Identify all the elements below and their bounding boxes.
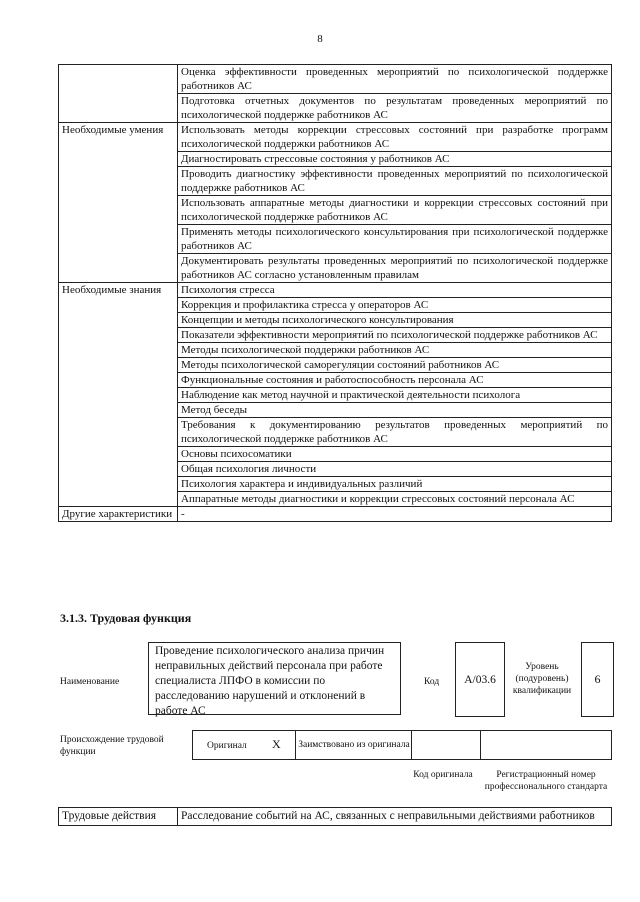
original-mark: X	[272, 737, 281, 751]
divider	[480, 731, 481, 759]
table-cell: Использовать методы коррекции стрессовых состояний при разработке программ психологической поддержки работников АС	[178, 123, 612, 152]
row-group-label: Другие характеристики	[59, 507, 178, 522]
section-heading: 3.1.3. Трудовая функция	[60, 611, 192, 625]
reg-number-label: Регистрационный номер профессионального стандарта	[484, 770, 608, 792]
table-cell: Методы психологической саморегуляции состояний работников АС	[178, 358, 612, 373]
original-label: Оригинал	[207, 741, 247, 751]
table-cell: Использовать аппаратные методы диагностики и коррекции стрессовых состояний при психологической поддержке работников АС	[178, 196, 612, 225]
table-cell: Оценка эффективности проведенных мероприятий по психологической поддержке работников АС	[178, 65, 612, 94]
table-cell: Общая психология личности	[178, 462, 612, 477]
origin-label: Происхождение трудовой функции	[60, 735, 164, 757]
table-cell: Психология стресса	[178, 283, 612, 298]
table-cell: Показатели эффективности мероприятий по психологической поддержке работников АС	[178, 328, 612, 343]
competency-table	[58, 64, 612, 522]
row-group-label	[59, 65, 178, 123]
table-cell: Психология характера и индивидуальных различий	[178, 477, 612, 492]
table-cell: Основы психосоматики	[178, 447, 612, 462]
table-cell: Метод беседы	[178, 403, 612, 418]
divider	[411, 731, 412, 759]
function-name-box: Проведение психологического анализа причин неправильных действий персонала при работе специалиста ЛПФО в комиссии по расследованию нарушений и отклонений в работе АС	[148, 642, 401, 715]
table-cell: Документировать результаты проведенных мероприятий по психологической поддержке работников АС согласно установленным правилам	[178, 254, 612, 283]
table-cell: Применять методы психологического консультирования при психологической поддержке работников АС	[178, 225, 612, 254]
table-row	[59, 283, 612, 298]
actions-table	[58, 807, 612, 826]
row-group-label: Необходимые умения	[59, 123, 178, 283]
actions-label: Трудовые действия	[59, 808, 178, 826]
table-row	[59, 507, 612, 522]
table-row	[59, 123, 612, 152]
row-group-label: Необходимые знания	[59, 283, 178, 507]
code-value-box: А/03.6	[455, 642, 505, 717]
table-cell: Аппаратные методы диагностики и коррекции стрессовых состояний персонала АС	[178, 492, 612, 507]
table-cell: Концепции и методы психологического консультирования	[178, 313, 612, 328]
page-number: 8	[317, 33, 323, 45]
borrowed-label: Заимствовано из оригинала	[298, 740, 410, 750]
code-label: Код	[424, 677, 440, 687]
table-cell: Диагностировать стрессовые состояния у работников АС	[178, 152, 612, 167]
table-cell: -	[178, 507, 612, 522]
table-cell: Функциональные состояния и работоспособность персонала АС	[178, 373, 612, 388]
name-label: Наименование	[60, 677, 120, 687]
table-cell: Методы психологической поддержки работников АС	[178, 343, 612, 358]
origin-row	[192, 730, 612, 760]
table-row	[59, 65, 612, 94]
table-cell: Подготовка отчетных документов по результатам проведенных мероприятий по психологической поддержке работников АС	[178, 94, 612, 123]
table-cell: Коррекция и профилактика стресса у операторов АС	[178, 298, 612, 313]
level-value-box: 6	[581, 642, 614, 717]
actions-value: Расследование событий на АС, связанных с неправильными действиями работников	[178, 808, 612, 826]
table-cell: Наблюдение как метод научной и практической деятельности психолога	[178, 388, 612, 403]
code-original-label: Код оригинала	[413, 770, 473, 780]
divider	[295, 731, 296, 759]
table-cell: Проводить диагностику эффективности проведенных мероприятий по психологической поддержке работников АС	[178, 167, 612, 196]
table-cell: Требования к документированию результатов проведенных мероприятий по психологической поддержке работников АС	[178, 418, 612, 447]
level-label: Уровень (подуровень) квалификации	[512, 662, 572, 696]
